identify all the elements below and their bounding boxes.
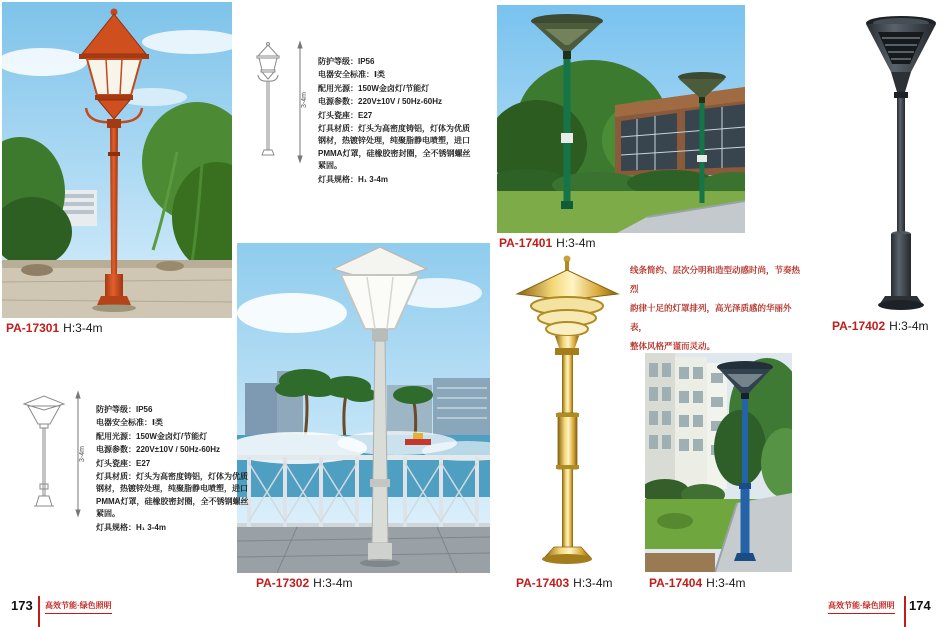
model-number: PA-17301 <box>6 321 60 335</box>
product-photo-pa-17403 <box>505 252 630 570</box>
product-label-pa-17403 <box>516 576 613 590</box>
dimension-diagram-classic-lamp <box>248 38 312 171</box>
spec-block-2 <box>96 404 254 535</box>
spec-line: 防护等级：IP56 <box>96 405 153 414</box>
footer-divider-right <box>904 596 906 627</box>
product-label-pa-17401 <box>499 236 596 250</box>
model-number: PA-17403 <box>516 576 570 590</box>
diagram-height-label: 3-4m <box>79 446 86 462</box>
product-photo-pa-17301 <box>2 2 232 318</box>
model-number: PA-17302 <box>256 576 310 590</box>
model-size: H:3-4m <box>556 236 596 250</box>
pa-17401-illustration <box>497 5 745 233</box>
product-photo-pa-17302 <box>237 243 490 573</box>
dimension-diagram-modern-lamp <box>12 388 90 527</box>
model-number: PA-17401 <box>499 236 553 250</box>
product-label-pa-17301 <box>6 321 103 335</box>
model-number: PA-17404 <box>649 576 703 590</box>
footer-slogan-right: 高效节能·绿色照明 <box>828 600 895 614</box>
product-label-pa-17302 <box>256 576 353 590</box>
modern-lamp-outline-drawing <box>12 388 90 522</box>
pa-17403-illustration <box>505 252 630 570</box>
diagram-height-label: 3-4m <box>301 92 308 108</box>
spec-line: 配用光源：150W金卤灯/节能灯 <box>96 431 208 441</box>
model-number: PA-17402 <box>832 319 886 333</box>
spec-line: 灯具材质：灯头为高密度铸铝，灯体为优质钢材，热镀锌处理，纯聚脂静电喷塑，进口PMMA灯罩，硅橡胶密封圈，全不锈钢螺丝紧固。 <box>318 123 471 171</box>
model-size: H:3-4m <box>706 576 746 590</box>
model-size: H:3-4m <box>63 321 103 335</box>
page-number-left: 173 <box>11 598 33 613</box>
product-description <box>630 261 800 356</box>
footer-slogan-left: 高效节能·绿色照明 <box>45 600 112 614</box>
description-line: 线条简约、层次分明和造型动感时尚，节奏热烈 <box>630 265 801 294</box>
footer-divider-left <box>38 596 40 627</box>
page-number-right: 174 <box>909 598 931 613</box>
model-size: H:3-4m <box>573 576 613 590</box>
product-photo-pa-17401 <box>497 5 745 233</box>
spec-line: 灯具规格：H₁ 3-4m <box>96 522 166 532</box>
spec-line: 配用光源：150W金卤灯/节能灯 <box>318 83 430 93</box>
product-photo-pa-17402 <box>852 8 950 316</box>
spec-line: 电器安全标准：Ⅰ类 <box>96 418 163 428</box>
model-size: H:3-4m <box>889 319 929 333</box>
classic-lamp-outline-drawing <box>248 38 312 166</box>
model-size: H:3-4m <box>313 576 353 590</box>
pa-17404-illustration <box>645 353 792 572</box>
spec-line: 灯具规格：H₁ 3-4m <box>318 174 388 184</box>
product-label-pa-17402 <box>832 319 929 333</box>
spec-line: 灯具材质：灯头为高密度铸铝，灯体为优质钢材，热镀锌处理，纯聚脂静电喷塑，进口PMMA灯罩，硅橡胶密封圈，全不锈钢螺丝紧固。 <box>96 471 249 519</box>
product-photo-pa-17404 <box>645 353 792 572</box>
spec-line: 灯头瓷座：E27 <box>96 458 151 468</box>
pa-17402-illustration <box>852 8 950 316</box>
product-label-pa-17404 <box>649 576 746 590</box>
pa-17302-illustration <box>237 243 490 573</box>
pa-17301-illustration <box>2 2 232 318</box>
description-line: 整体风格严谨而灵动。 <box>630 341 716 351</box>
spec-line: 电源参数：220V±10V / 50Hz-60Hz <box>318 97 442 107</box>
spec-block-1 <box>318 56 476 187</box>
description-line: 韵律十足的灯罩排列，高光泽质感的华丽外表， <box>630 303 792 332</box>
spec-line: 灯头瓷座：E27 <box>318 110 373 120</box>
spec-line: 防护等级：IP56 <box>318 57 375 66</box>
spec-line: 电器安全标准：Ⅰ类 <box>318 70 385 80</box>
spec-line: 电源参数：220V±10V / 50Hz-60Hz <box>96 445 220 455</box>
